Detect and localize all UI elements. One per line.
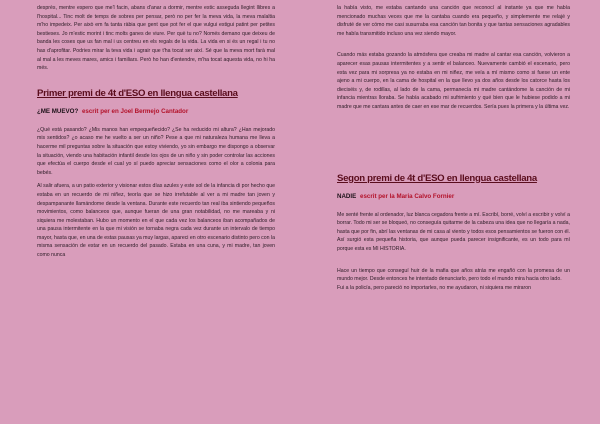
section-heading-segon-premi: Segon premi de 4t d'ESO en llengua castellana [337,172,537,184]
story-paragraph: ¿Qué está pasando? ¿Mis manos han empequeñecido? ¿Se ha reducido mi altura? ¿Han mejorado mis sentidos? ¿o acaso me he vuelto a ser un niño? Pese a que mi naturaleza humana me lleva a hacerme mil preguntas sobre la situación que estoy viviendo, yo sin embargo me dispongo a observar la situación, viendo una habitación infantil desde los ojos de un niño y sin poder controlar las acciones que efectúa el cuerpo desde el cual yo sí puedo apreciar sensaciones como el olor a colonia para bebés. [37,126,275,176]
intro-paragraph: desprès, mentre espero que me'l facin, abans d'anar a dormir, mentre estic asseguda llegint llibres a l'hospital... Tinc molt de temps de sobres per pensar, però no per fer la meva vida, la meva malaltia m'ho impedeix. Per això em fa tanta ràbia que gent que pot fer el que vulgui estigui patint per petites bestieses. Jo m'estic morint i tinc molts ganes de viure. Per què tu no? Només demano que deixeu de banda les coses que us fan mal i us centreu en els regals de la vida. La vida en si és un regal i tu no has d'aprofitar. Podries mirar la teva vida i agrair que t'ha tocat ser així. Sé que la meva mort farà mal al mal a les meves mares, amics i familiars. Però ho han d'entendre, m'ha tocat aquesta vida, no hi ha més. [37,5,275,72]
story-paragraph: Al salir afuera, a un patio exterior y visionar estos días azules y este sol de la infancia di por hecho que estaba en un recuerdo de mi niñez, teoría que se hizo irrefutable al ver a mi madre tan joven y despampanante llamándome desde la ventana. Durante este recuerdo tan real iba sintiendo pequeños movimientos, como balanceos que, aunque fueran de una gran notabilidad, no me mareaba y ni siquiera me molestaban. Hubo un momento en el que cada vez los balanceos iban acompañados de una pausa intermitente en la que mi visión se tornaba negra cada vez durante un intervalo de tiempo mayor, hasta que, en una de estas pausas ya muy largas, apareci en otro escenario distinto pero con la misma sensación de estar en un recuerdo del pasado. Estaba en una cuna, y mi madre, tan joven como nunca [37,183,275,259]
story-paragraph: Hace un tiempo que conseguí huir de la mafia que años atrás me engañó con la promesa de un mundo mejor. Desde entonces he intentado denunciarlo, pero todo el mundo mira hacia otro lado. [337,267,570,283]
right-page [337,4,570,292]
story-author: escrit per en Joel Bermejo Cantador [81,107,189,115]
story-byline [337,192,570,201]
story-author: escrit per la Maria Calvo Fornier [360,192,455,200]
story-paragraph: la había visto, me estaba cantando una canción que reconocí al instante ya que me había mencionado muchas veces que me la cantaba cuando era pequeño, y simplemente me relajé y disfruté de ver cómo me casi susurraba esa canción tan bonita y que tantas sensaciones agradables me había transmitido incluso una vez siendo mayor. [337,5,570,37]
story-byline [37,107,275,116]
story-title: ¿ME MUEVO? [37,107,79,115]
story-paragraph: Me senté frente al ordenador, luz blanca cegadora frente a mí. Escribí, borré, volví a escribir y volví a borrar. Todo mi ser se bloqueó, no conseguía quitarme de la cabeza una idea que no llegaría a nada, hasta que por fin, abrí las ventanas de mi casa al viento y todos esos pensamientos se fueron con él. Así surgió esta pequeña historia, que aunque pueda parecer insignificante, es un todo para mí porque esta es MI HISTORIA. [337,211,570,252]
story-paragraph: Cuando más estaba gozando la atmósfera que creaba mi madre al cantar esa canción, volvieron a aparecer esas pausas intermitentes y a sentir el balanceo. Nuevamente cambió el escenario, pero esta vez para mi sorpresa ya no estaba en mi niñez, me veía a mí mismo como si fuese un ente ajeno a mi cuerpo, en la cama de hospital en la que llevo ya dos años desde los catorce hasta los dieciséis y, de rodillas, al lado de la cama, permanecía mi madre cantándome la canción de mi infancia mientras lloraba. Se había acabado mi sufrimiento y qué bien que le hubiese podido a mi madre que me cantara antes de caer en ese mar de recuerdos. Sería pues la primera y la última vez. [337,52,570,110]
left-page [37,4,275,260]
story-title: NADIE [337,192,357,200]
story-paragraph: Fui a la policía, pero pareció no importarles, no me ayudaron, ni siquiera me miraron [337,284,532,291]
section-heading-primer-premi: Primer premi de 4t d'ESO en llengua castellana [37,87,238,99]
